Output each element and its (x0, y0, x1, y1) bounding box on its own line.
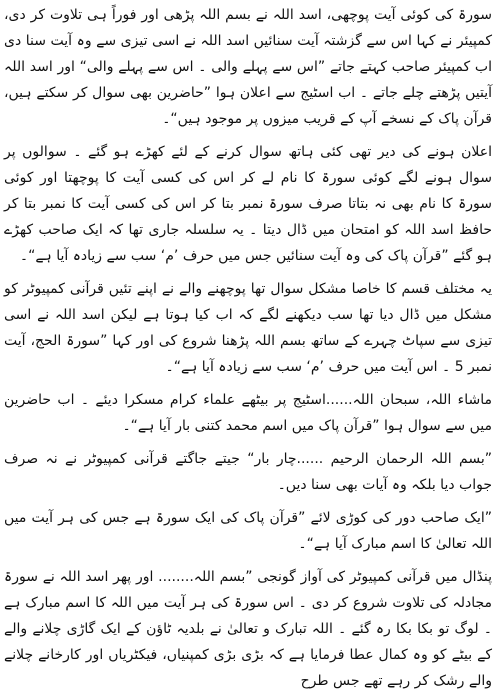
paragraph-5: ”بسم اللہ الرحمان الرحیم ......چار بار“ جیتے جاگتے قرآنی کمپیوٹر نے نہ صرف جواب دیا بلکہ وہ آیات بھی سنا دیں۔ (4, 451, 492, 493)
paragraph-2: اعلان ہونے کی دیر تھی کئی ہاتھ سوال کرنے کے لئے کھڑے ہو گئے ۔ سوالوں پر سوال ہونے لگے کوئی سورۃ کا نام لے کر اس کی کسی آیت کا پوچھتا اور کوئی سورۃ کا نام بھی نہ بتاتا صرف سورۃ نمبر بتا کر اس کی کسی آیت کا نمبر بتا کر حافظ اسد اللہ کو امتحان میں ڈال دیتا ۔ یہ سلسلہ جاری تھا کہ ایک صاحب کھڑے ہو گئے ”قرآن پاک کی وہ آیت سنائیں جس میں حرف ’م‘ سب سے زیادہ آیا ہے“۔ (4, 144, 492, 264)
paragraph-1: سورۃ کی کوئی آیت پوچھی، اسد اللہ نے بسم اللہ پڑھی اور فوراً ہی تلاوت کر دی، کمپیئر نے کہا اس سے گزشتہ آیت سنائیں اسد اللہ نے اسی تیزی سے وہ آیت سنا دی اب کمپیئر صاحب کہتے جاتے ”اس سے پہلے والی ۔ اس سے پہلے والی“ اور اسد اللہ آیتیں پڑھتے چلے جاتے ۔ اب اسٹیج سے اعلان ہوا ”حاضرین بھی سوال کر سکتے ہیں، قرآن پاک کے نسخے آپ کے قریب میزوں پر موجود ہیں“۔ (4, 7, 492, 127)
paragraph-6: ”ایک صاحب دور کی کوڑی لائے ”قرآن پاک کی ایک سورۃ ہے جس کی ہر آیت میں اللہ تعالیٰ کا اسم مبارک آیا ہے“۔ (4, 510, 492, 552)
paragraph-7: پنڈال میں قرآنی کمپیوٹر کی آواز گونجی ”بسم اللہ........ اور پھر اسد اللہ نے سورۃ مجادلہ کی تلاوت شروع کر دی ۔ اس سورۃ کی ہر آیت میں اللہ کا اسم مبارک ہے ۔ لوگ تو بکا بکا رہ گئے ۔ اللہ تبارک و تعالیٰ نے بلدیہ ٹاؤن کے ایک گاڑی چلانے والے کے بیٹے کو وہ کمال عطا فرمایا ہے کہ بڑی بڑی کمپنیاں، فیکٹریاں اور کارخانے چلانے والے رشک کر رہے تھے جس طرح (4, 569, 492, 689)
paragraph-3: یہ مختلف قسم کا خاصا مشکل سوال تھا پوچھنے والے نے اپنے تئیں قرآنی کمپیوٹر کو مشکل میں ڈال دیا تھا سب دیکھنے لگے کہ اب کیا ہوتا ہے لیکن اسد اللہ نے اسی تیزی سے سپاٹ چہرے کے ساتھ بسم اللہ پڑھنا شروع کی اور کہا ”سورۃ الحج، آیت نمبر 5 ۔ اس آیت میں حرف ’م‘ سب سے زیادہ آیا ہے“۔ (4, 281, 492, 375)
paragraph-4: ماشاء اللہ، سبحان اللہ......اسٹیج پر بیٹھے علماء کرام مسکرا دیئے ۔ اب حاضرین میں سے سوال ہوا ”قرآن پاک میں اسم محمد کتنی بار آیا ہے“۔ (4, 392, 492, 434)
